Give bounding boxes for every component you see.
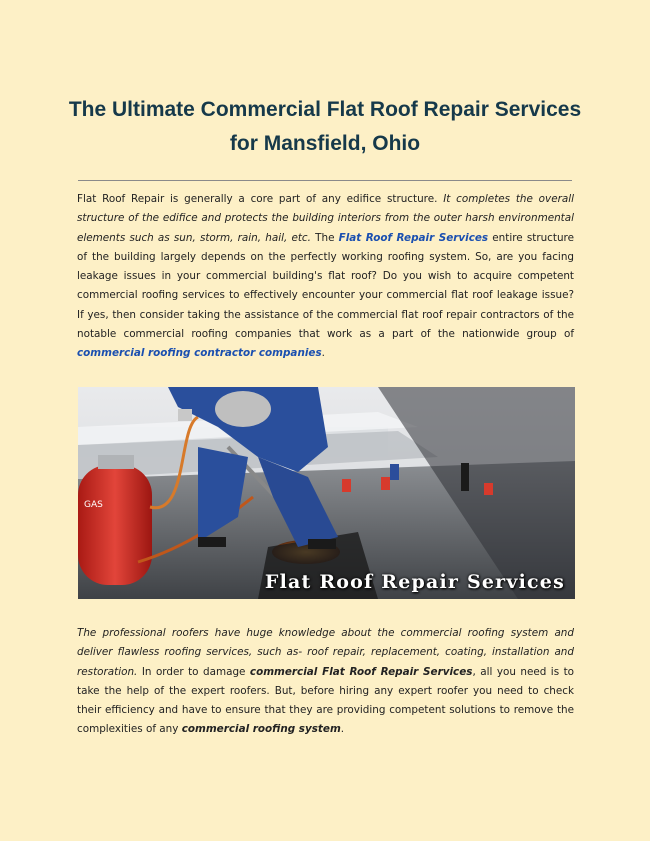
- closing-text-1: In order to damage: [137, 665, 250, 678]
- intro-text-4: .: [321, 347, 325, 360]
- closing-text-3: .: [340, 723, 345, 736]
- intro-italic-text: It completes the overall structure of the edifice and protects the building interiors from the outer harsh environmental elements such as sun, storm, rain, hail, etc.: [77, 193, 574, 244]
- title-divider: [78, 180, 572, 181]
- roof-repair-photo: [78, 387, 575, 599]
- gas-tank-label: GAS: [84, 500, 103, 510]
- page-title: [40, 93, 610, 161]
- intro-paragraph: [77, 190, 574, 364]
- closing-paragraph: [77, 624, 574, 740]
- intro-text-3: entire structure of the building largely depends on the perfectly working roofing system. So, are you facing leakage issues in your commercial building's flat roof? Do you wish to acquire competent commercial roofing services to effectively encounter your commercial flat roof leakage issue? If yes, then consider taking the assistance of the commercial flat roof repair contractors of the notable commercial roofing companies that work as a part of the nationwide group of: [77, 231, 574, 341]
- commercial-roofing-contractor-companies-link[interactable]: commercial roofing contractor companies: [77, 347, 322, 360]
- closing-text-2: , all you need is to take the help of the expert roofers. But, before hiring any expert roofer you need to check their efficiency and have to ensure that they are providing competent solutions to remove the complexities of any: [77, 665, 575, 736]
- closing-italic-text: The professional roofers have huge knowledge about the commercial roofing system and deliver flawless roofing services, such as- roof repair, replacement, coating, installation and restoration.: [77, 627, 574, 678]
- roof-repair-illustration: [78, 387, 575, 599]
- flat-roof-repair-services-link[interactable]: Flat Roof Repair Services: [338, 231, 489, 244]
- intro-text-2: The: [310, 231, 339, 244]
- image-caption: Flat Roof Repair Services: [264, 571, 565, 593]
- commercial-roofing-system-emphasis: commercial roofing system: [181, 723, 341, 736]
- intro-text-1: Flat Roof Repair is generally a core part of any edifice structure.: [77, 193, 444, 205]
- title-line-1: The Ultimate Commercial Flat Roof Repair Services: [68, 98, 582, 121]
- commercial-flat-roof-repair-services-emphasis: commercial Flat Roof Repair Services: [249, 665, 473, 678]
- title-line-2: for Mansfield, Ohio: [229, 132, 421, 155]
